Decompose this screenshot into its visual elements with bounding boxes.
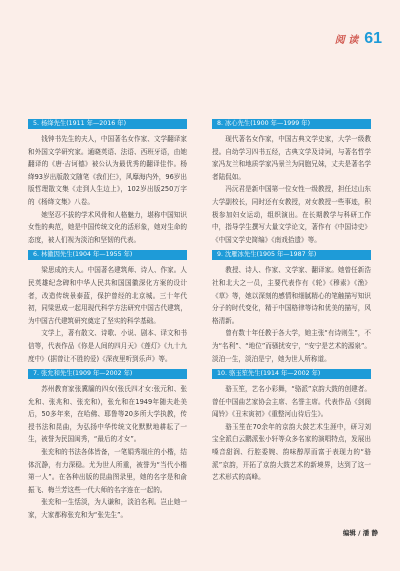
entry-body [212, 264, 371, 365]
entry-body [212, 383, 371, 484]
paragraph: 现代著名女作家，中国古典文学史家，大学一级教授。自幼学习四书五经，古典文学及诗词，与著名哲学家冯友兰和地质学家冯景兰为同胞兄妹，丈夫是著名学者陆侃如。 [212, 135, 371, 181]
entry-title: 7. 张允和先生(1909 年—2002 年) [28, 369, 187, 379]
paragraph: 文学上，著有散文、诗歌、小说、剧本、译文和书信等，代表作品《你是人间的四月天》《莲灯》《九十九度中》(据曾让不胜的爱)《深夜里听到乐声》等。 [28, 329, 187, 363]
editor-credit: 编辑 / 潘 静 [342, 529, 378, 537]
entry-title: 9. 沈雁冰先生(1905 年—1987 年) [212, 250, 371, 260]
entry-title: 6. 林徽因先生(1904 年—1955 年) [28, 250, 187, 260]
paragraph: 钱钟书先生的夫人，中国著名女作家、文学翻译家和外国文学研究家。通晓英语、法语、西班牙语，由她翻译的《唐·吉诃德》被公认为最优秀的翻译佳作。杨绛93岁出版散文随笔《我们仨》，风靡海内外，96岁出版哲理散文集《走到人生边上》，102岁出版250万字的《杨绛文集》八卷。 [28, 135, 187, 206]
paragraph: 张充和一生恬淡，为人谦和，淡泊名利。岂止她一家，大家都称张充和为“张先生”。 [28, 498, 187, 520]
paragraph: 骆玉笙在70余年的京韵大鼓艺术生涯中，研习刘宝全派白云鹏派张小轩等众多名家的演唱特点，发展出嗓音甜润、行腔委婉、韵味醇厚而富于表现力的“骆派”京韵，开拓了京韵大鼓艺术的新境界，达到了这一艺术形式的高峰。 [212, 422, 371, 482]
page-number: 61 [364, 30, 382, 47]
paragraph: 她坚忍不拔的学术风骨和人格魅力，堪称中国知识女性的典范，她是中国传统文化的活形象，她对生命的态度，被人们视为淡泊和坚韧的代表。 [28, 210, 187, 244]
entry [28, 250, 187, 365]
entry [212, 369, 371, 484]
paragraph: 骆玉笙，艺名小彩舞，“骆派”京韵大鼓的创建者。曾任中国曲艺家协会主席、名誉主席。代表作品《剑阁闻铃》《丑末寅初》《重整河山待后生》。 [212, 385, 371, 419]
entry-body [28, 133, 187, 246]
section-label: 阅 读 [334, 35, 359, 46]
entry-title: 8. 冰心先生(1900 年—1999 年) [212, 119, 371, 129]
entry [212, 119, 371, 246]
paragraph: 张充和的书法各体皆备，一笔娟秀端庄的小楷，结体沉静，有力深稳。尤为世人所重，被誉为“当代小楷第一人”。在各种出版的昆曲图录里，她的名字是和俞振飞、梅兰芳这些一代大师的名字连在一起的。 [28, 448, 187, 494]
entry [28, 119, 187, 246]
paragraph: 曾有数十年任教于各大学，她主张“有诗则生”，不为“名利”、“地位”而骚扰安宁，“安宁是艺术的源泉”。淡泊一生，淡泊是宁，她为世人所称道。 [212, 329, 371, 363]
paragraph: 梁思成的夫人。中国著名建筑师、诗人、作家。人民英雄纪念碑和中华人民共和国国徽深化方案的设计者，改造传统景泰蓝，保护曾经的北京城。三十年代初，同梁思成一起用现代科学方法研究中国古代建筑，为中国古代建筑研究奠定了坚实的科学基础。 [28, 266, 187, 325]
entry-title: 10. 骆玉笙先生(1914 年—2002 年) [212, 369, 371, 379]
entry-body [28, 264, 187, 365]
left-column [28, 115, 187, 522]
entry-title: 5. 杨绛先生(1911 年—2016 年) [28, 119, 187, 129]
right-column [212, 115, 371, 484]
entry-body [28, 383, 187, 522]
entry-body [212, 133, 371, 246]
page-header [335, 30, 382, 48]
paragraph: 教授、诗人、作家、文学家、翻译家。她曾任新浩社和北大之一员，主要代表作有《轮》《穆素》《渔》《草》等，她以深刻的感情和细腻精心的笔触描写知识分子的时代变化，精于中国格律等诗和优美的描写，风格清新。 [212, 266, 371, 325]
paragraph: 苏州教育家张冀牖的四女(张氏四才女:张元和、张允和、张兆和、张充和)，张允和在1949年随夫赴美后，50多年来，在哈佛、耶鲁等20多所大学执教，传授书法和昆曲，为弘扬中华传统文化默默地耕耘了一生，被誉为民国闺秀，“最后的才女”。 [28, 385, 187, 444]
entry [28, 369, 187, 522]
paragraph: 冯沅君是新中国第一位女性一级教授，担任过山东大学副校长，同时还有女教授，对女教授一些事迹，积极参加妇女运动，组织演出。在长期教学与科研工作中，指导学生撰写大量文学论文，著作有《中国诗史》《中国文学史简编》《南戏拾遗》等。 [212, 185, 371, 244]
entry [212, 250, 371, 365]
